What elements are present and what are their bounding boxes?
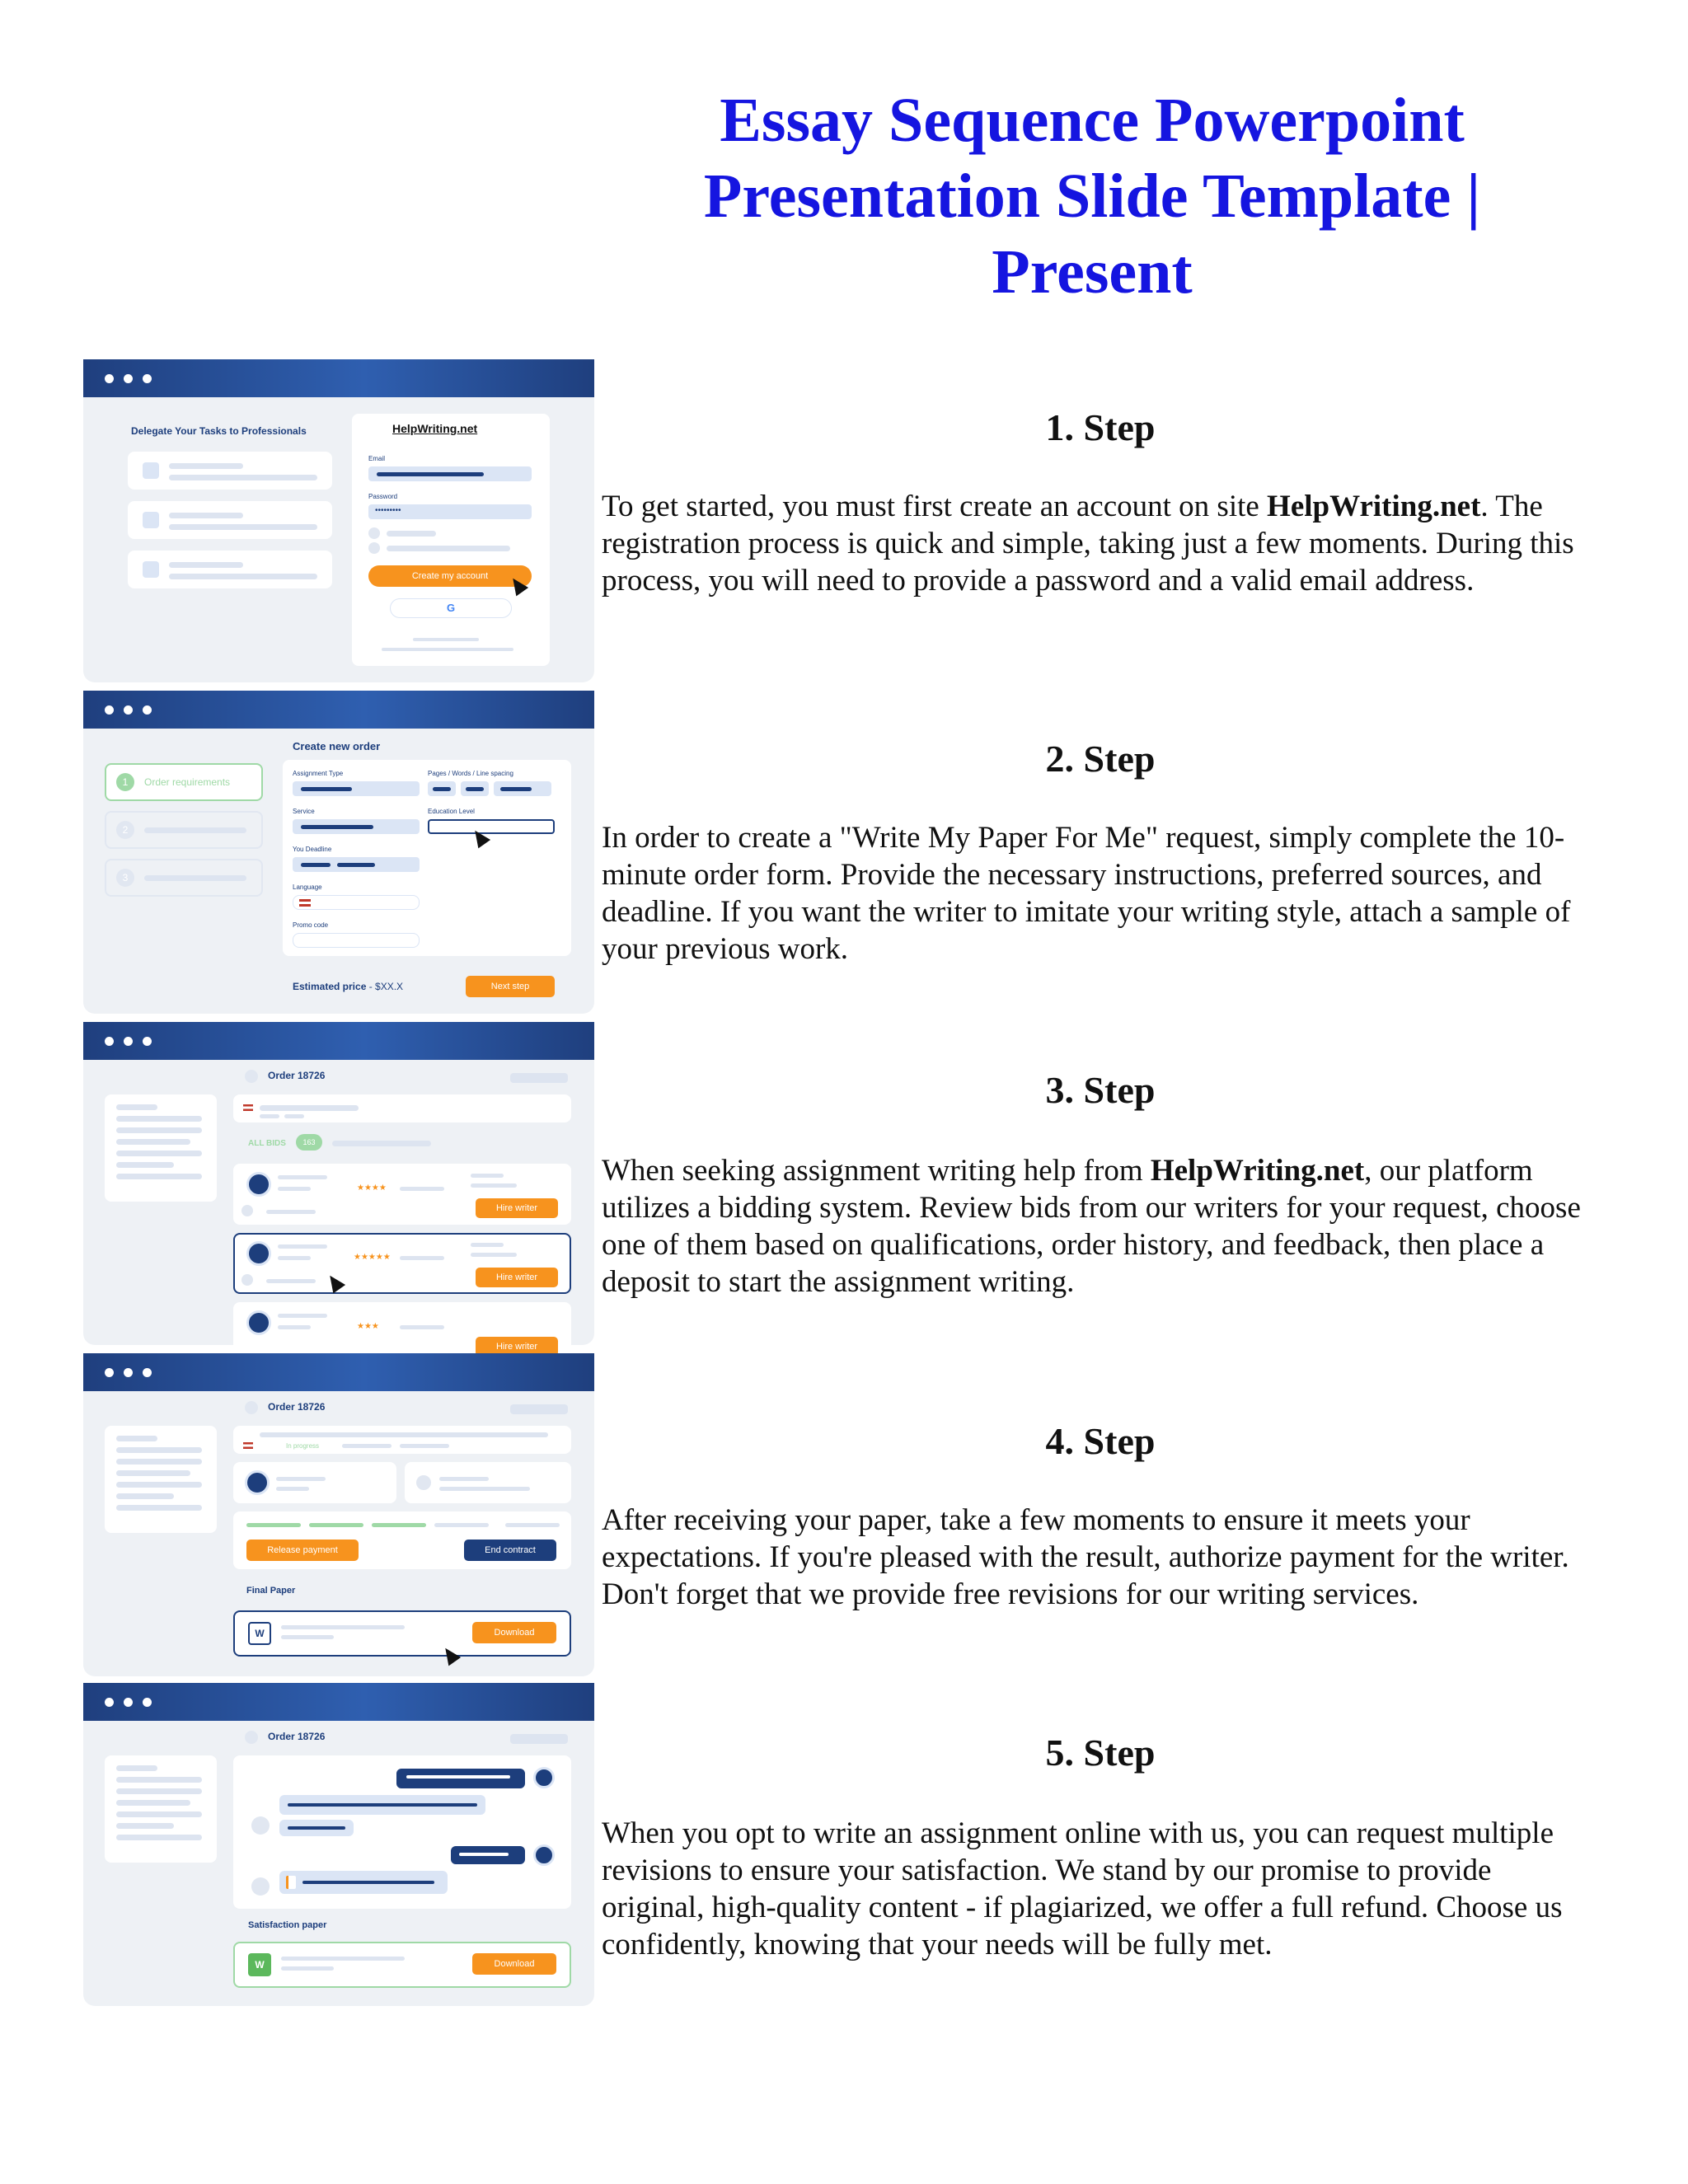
signup-heading: Delegate Your Tasks to Professionals [131, 425, 307, 437]
placeholder-line [116, 1765, 157, 1771]
screenshot-order-form [83, 691, 594, 1014]
side-menu [105, 1755, 217, 1863]
placeholder-line [266, 1279, 316, 1283]
step-number: 1 [116, 773, 134, 791]
bids-count: 163 [296, 1134, 322, 1151]
placeholder-line [413, 638, 479, 641]
price-label: Estimated price [293, 981, 367, 992]
window-bar [83, 359, 594, 397]
google-icon: G [446, 602, 456, 614]
rating-stars: ★★★★ [357, 1183, 387, 1193]
status-dot [241, 1274, 253, 1286]
attachment-icon [286, 1876, 296, 1889]
order-number: Order 18726 [268, 1070, 326, 1081]
task-icon [143, 561, 159, 578]
step-text-part: . The registration process is quick and simple, taking just a few moments. During this process, you will need to provide a password and a valid email address. [602, 490, 1574, 598]
rating-stars: ★★★ [357, 1322, 379, 1331]
task-icon [143, 512, 159, 528]
assignment-type-label: Assignment Type [293, 770, 344, 777]
back-icon[interactable] [245, 1401, 258, 1414]
flag-icon [243, 1104, 253, 1111]
step-number: 3 [116, 869, 134, 887]
status-dot [241, 1205, 253, 1216]
placeholder-line [116, 1447, 202, 1453]
language-field[interactable] [293, 895, 420, 910]
message-line [288, 1803, 477, 1807]
window-dot-icon [124, 1037, 133, 1046]
placeholder-line [116, 1174, 202, 1179]
word-doc-icon: W [248, 1953, 271, 1976]
placeholder-line [400, 1325, 444, 1329]
placeholder-line [276, 1487, 309, 1491]
placeholder-line [510, 1404, 568, 1414]
user-avatar [533, 1767, 555, 1788]
step-1-heading: 1. Step [1045, 406, 1156, 448]
end-contract-button[interactable]: End contract [464, 1540, 556, 1561]
checkbox[interactable] [368, 527, 380, 539]
placeholder-line [471, 1174, 504, 1178]
placeholder-line [382, 648, 513, 651]
field-value-line [301, 787, 352, 791]
next-step-button[interactable]: Next step [466, 976, 555, 997]
writer-avatar [251, 1816, 270, 1835]
writer-avatar [246, 1310, 271, 1335]
window-dot-icon [124, 374, 133, 383]
placeholder-line [278, 1244, 327, 1249]
order-number: Order 18726 [268, 1401, 326, 1413]
step-2-text: In order to create a "Write My Paper For Me" request, simply complete the 10-minute order form. Provide the necessary instructions, preferred sources, and deadline. If you want the writer to imitate your writing style, attach a sample of your previous work. [602, 821, 1571, 966]
back-icon[interactable] [245, 1731, 258, 1744]
price-value: - $XX.X [366, 981, 404, 992]
placeholder-line [116, 1505, 202, 1511]
page-title: Essay Sequence Powerpoint Presentation Slide Template | Present [703, 86, 1481, 307]
progress-segment [434, 1523, 489, 1527]
placeholder-line [278, 1187, 311, 1191]
field-value-line [500, 787, 532, 791]
placeholder-line [400, 1187, 444, 1191]
placeholder-line [144, 827, 246, 833]
hire-writer-button[interactable]: Hire writer [476, 1198, 558, 1218]
placeholder-line [471, 1243, 504, 1247]
window-dot-icon [124, 705, 133, 715]
step-text-part: , our platform utilizes a bidding system. Review bids from our writers for your request, choose one of them based on qualifications, order history, and feedback, then place a deposit to start the assignment writing. [602, 1154, 1581, 1299]
promo-field[interactable] [293, 933, 420, 948]
order-number: Order 18726 [268, 1731, 326, 1742]
step-3-heading: 3. Step [1045, 1069, 1156, 1111]
placeholder-line [116, 1835, 202, 1840]
chat-message-sent [396, 1769, 525, 1788]
window-bar [83, 1022, 594, 1060]
placeholder-line [260, 1432, 548, 1437]
step-5-text: When you opt to write an assignment online with us, you can request multiple revisions to ensure your satisfaction. We stand by our promise to provide original, high-quality content - if plagiarized, we offer a full refund. Choose us confidently, knowing that your needs will be fully met. [602, 1816, 1563, 1961]
placeholder-line [116, 1800, 190, 1806]
satisfaction-paper-label: Satisfaction paper [248, 1920, 327, 1930]
placeholder-line [116, 1127, 202, 1133]
screenshot-signup [83, 359, 594, 682]
placeholder-line [260, 1105, 359, 1111]
field-value-line [301, 863, 331, 867]
education-field[interactable] [428, 819, 555, 834]
message-line [406, 1775, 510, 1779]
placeholder-line [278, 1256, 311, 1260]
writer-avatar [246, 1241, 271, 1266]
placeholder-line [332, 1141, 431, 1146]
final-paper-label: Final Paper [246, 1586, 296, 1596]
site-name: HelpWriting.net [1150, 1154, 1365, 1188]
message-line [288, 1826, 345, 1830]
placeholder-line [169, 562, 243, 568]
back-icon[interactable] [245, 1070, 258, 1083]
placeholder-line [387, 531, 436, 537]
service-label: Service [293, 808, 315, 815]
placeholder-line [284, 1114, 304, 1118]
step-2-heading: 2. Step [1045, 738, 1156, 780]
placeholder-line [510, 1073, 568, 1083]
window-dot-icon [105, 705, 114, 715]
signup-form [352, 414, 550, 666]
side-menu [105, 1094, 217, 1202]
field-value-line [337, 863, 375, 867]
placeholder-line [116, 1823, 174, 1829]
window-dot-icon [105, 1368, 114, 1377]
hire-writer-button[interactable]: Hire writer [476, 1337, 558, 1357]
pages-label: Pages / Words / Line spacing [428, 770, 513, 777]
placeholder-line [400, 1256, 444, 1260]
progress-segment [309, 1523, 363, 1527]
flag-icon [299, 899, 311, 907]
user-avatar [533, 1844, 555, 1866]
step-text-part: To get started, you must first create an account on site [602, 490, 1268, 523]
progress-segment [505, 1523, 560, 1527]
placeholder-line [116, 1104, 157, 1110]
education-label: Education Level [428, 808, 475, 815]
field-value-line [433, 787, 451, 791]
site-name: HelpWriting.net [392, 422, 478, 435]
writer-avatar [251, 1877, 270, 1896]
flag-icon [243, 1442, 253, 1449]
placeholder-line [278, 1314, 327, 1318]
window-dot-icon [105, 374, 114, 383]
window-dot-icon [105, 1698, 114, 1707]
progress-segment [246, 1523, 301, 1527]
create-account-button[interactable]: Create my account [368, 565, 532, 587]
side-menu [105, 1426, 217, 1533]
placeholder-line [342, 1444, 392, 1448]
placeholder-line [116, 1151, 202, 1156]
google-button[interactable] [390, 598, 512, 618]
window-dot-icon [143, 705, 152, 715]
writer-avatar [246, 1172, 271, 1197]
progress-segment [372, 1523, 426, 1527]
placeholder-line [400, 1444, 449, 1448]
placeholder-line [387, 546, 510, 551]
placeholder-line [116, 1436, 157, 1441]
task-icon [143, 462, 159, 479]
email-value-line [377, 472, 484, 476]
window-bar [83, 1353, 594, 1391]
placeholder-line [116, 1459, 202, 1465]
password-value: ••••••••• [375, 506, 401, 515]
window-dot-icon [124, 1698, 133, 1707]
placeholder-line [471, 1183, 517, 1188]
word-doc-icon: W [248, 1622, 271, 1645]
order-step-1-label: Order requirements [144, 776, 231, 788]
step-text-part: When seeking assignment writing help from [602, 1154, 1151, 1188]
placeholder-line [116, 1162, 174, 1168]
rating-stars: ★★★★★ [354, 1253, 391, 1262]
order-status: In progress [286, 1442, 320, 1450]
message-line [302, 1881, 434, 1884]
deadline-label: You Deadline [293, 846, 332, 853]
promo-label: Promo code [293, 921, 329, 929]
placeholder-line [266, 1210, 316, 1214]
placeholder-line [439, 1477, 489, 1481]
screenshot-revisions [83, 1683, 594, 2006]
placeholder-line [278, 1175, 327, 1179]
placeholder-line [278, 1325, 311, 1329]
placeholder-line [439, 1487, 530, 1491]
window-dot-icon [143, 1368, 152, 1377]
placeholder-line [116, 1811, 202, 1817]
placeholder-line [169, 524, 317, 530]
all-bids-label: ALL BIDS [248, 1139, 286, 1148]
message-line [459, 1853, 509, 1856]
window-dot-icon [143, 1037, 152, 1046]
step-4-heading: 4. Step [1045, 1420, 1156, 1462]
placeholder-line [116, 1139, 190, 1145]
password-label: Password [368, 493, 398, 500]
placeholder-line [169, 513, 243, 518]
step-1-text [602, 488, 1599, 599]
step-5-heading: 5. Step [1045, 1732, 1156, 1774]
placeholder-line [116, 1470, 190, 1476]
placeholder-line [116, 1482, 202, 1488]
writer-avatar [245, 1470, 270, 1495]
placeholder-line [281, 1635, 334, 1639]
placeholder-line [276, 1477, 326, 1481]
window-dot-icon [124, 1368, 133, 1377]
email-label: Email [368, 455, 386, 462]
order-heading: Create new order [293, 740, 381, 752]
placeholder-line [116, 1493, 174, 1499]
placeholder-line [471, 1253, 517, 1257]
placeholder-line [116, 1116, 202, 1122]
step-3-text [602, 1152, 1599, 1301]
screenshot-bids [83, 1022, 594, 1352]
placeholder-line [281, 1625, 405, 1629]
placeholder-line [116, 1777, 202, 1783]
window-dot-icon [143, 1698, 152, 1707]
download-button[interactable]: Download [472, 1622, 556, 1643]
hire-writer-button[interactable]: Hire writer [476, 1268, 558, 1287]
checkbox[interactable] [368, 542, 380, 554]
window-bar [83, 691, 594, 729]
step-number: 2 [116, 821, 134, 839]
screenshot-release-payment [83, 1353, 594, 1676]
support-avatar [416, 1475, 431, 1490]
placeholder-line [260, 1114, 279, 1118]
placeholder-line [116, 1788, 202, 1794]
step-4-text: After receiving your paper, take a few moments to ensure it meets your expectations. If you're pleased with the result, authorize payment for the writer. Don't forget that we provide free revisions for our writing services. [602, 1503, 1569, 1611]
field-value-line [301, 825, 373, 829]
placeholder-line [169, 463, 243, 469]
window-dot-icon [105, 1037, 114, 1046]
window-bar [83, 1683, 594, 1721]
placeholder-line [281, 1966, 334, 1971]
window-dot-icon [143, 374, 152, 383]
placeholder-line [281, 1957, 405, 1961]
placeholder-line [169, 574, 317, 579]
language-label: Language [293, 883, 322, 891]
placeholder-line [144, 875, 246, 881]
download-button[interactable]: Download [472, 1953, 556, 1975]
release-payment-button[interactable]: Release payment [246, 1540, 359, 1561]
order-summary [233, 1426, 571, 1454]
field-value-line [466, 787, 484, 791]
placeholder-line [510, 1734, 568, 1744]
site-name: HelpWriting.net [1267, 490, 1481, 523]
estimated-price [293, 981, 403, 992]
placeholder-line [169, 475, 317, 480]
